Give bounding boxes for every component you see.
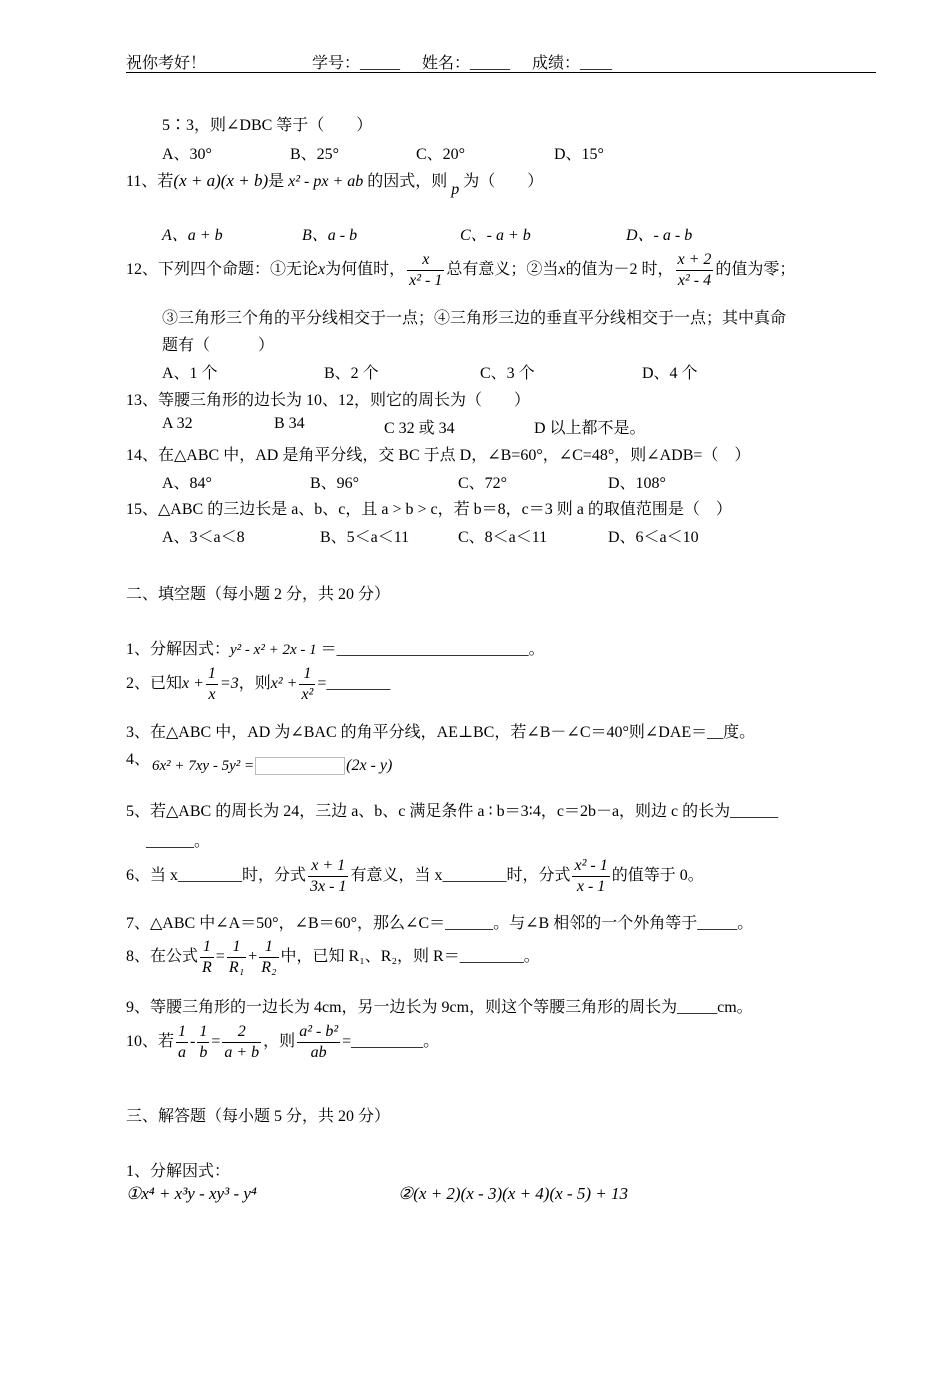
q11-poly: x² - px + ab: [288, 173, 364, 190]
fill-q8-frac-2: [227, 937, 246, 978]
fill-q6-frac1-den: 3x - 1: [310, 878, 347, 895]
fill-q10-frac-1: [176, 1022, 188, 1063]
fill-q10: [126, 1022, 439, 1063]
fill-q8-frac1-num: 1: [200, 937, 214, 958]
fill-q2-frac-1: [206, 664, 218, 705]
fill-q8-frac3-num: 1: [259, 937, 278, 958]
fill-q4-expr-line: [152, 757, 392, 775]
q13-option-a: A 32: [162, 415, 193, 432]
solve-q1-part2: ②(x + 2)(x - 3)(x + 4)(x - 5) + 13: [398, 1184, 628, 1203]
q12-text-e: 的值为零；: [715, 261, 796, 279]
fill-q6-frac-1: [308, 856, 348, 897]
q12-option-d: D、4 个: [642, 365, 698, 382]
q11-expr: (x + a)(x + b): [173, 171, 269, 190]
q12-text-d: 的值为－2 时，: [565, 261, 674, 279]
q12-fraction-2: [676, 250, 714, 291]
q15-option-c: C、8＜a＜11: [458, 529, 548, 546]
fill-q6-frac2-num: x² - 1: [572, 856, 609, 877]
fill-q1-suffix: ＝________________________。: [320, 641, 545, 658]
fill-q2-frac2-den: x²: [301, 686, 314, 703]
fill-q8-eq: =: [215, 948, 225, 966]
solve-q1-part1: ①x⁴ + x³y - xy³ - y⁴: [126, 1184, 257, 1203]
fill-q6: [126, 856, 704, 897]
fill-q10-frac-4: [297, 1022, 340, 1063]
fill-q4: [126, 746, 150, 769]
fill-q5-line2: ______。: [146, 833, 211, 850]
q11-var: p: [451, 181, 460, 198]
q11-option-a: A、a + b: [162, 227, 223, 244]
q10-option-d: D、15°: [554, 146, 604, 163]
score-label: 成绩：____: [532, 55, 613, 72]
fill-q2-frac1-num: 1: [206, 664, 218, 685]
fill-q4-label: 4、: [126, 751, 151, 768]
fill-q10-frac3-den: a + b: [224, 1044, 260, 1061]
q10-option-c: C、20°: [416, 146, 466, 163]
q11-option-b: B、a - b: [302, 227, 358, 244]
fill-q10-eq: =: [211, 1033, 221, 1051]
fill-q7: 7、△ABC 中∠A＝50°，∠B＝60°，那么∠C＝______。与∠B 相邻的一个外角等于_____。: [126, 915, 754, 932]
q12-option-a: A、1 个: [162, 365, 218, 382]
page-header: [126, 46, 876, 73]
fill-q10-frac3-num: 2: [222, 1022, 261, 1043]
q14-option-b: B、96°: [310, 475, 360, 492]
fill-q1-prefix: 1、分解因式：: [126, 641, 231, 658]
fill-q3: 3、在△ABC 中，AD 为∠BAC 的角平分线，AE⊥BC，若∠B－∠C＝40°则∠DAE＝__度。: [126, 724, 756, 741]
fill-q10-text-b: ，则: [263, 1033, 296, 1051]
q15-option-b: B、5＜a＜11: [320, 529, 410, 546]
q11-mid: 是: [268, 173, 285, 190]
q11-tail: 为（ ）: [463, 173, 544, 190]
fill-q10-text-c: =_________。: [342, 1033, 440, 1051]
fill-q4-tail: (2x - y): [346, 757, 393, 774]
q12-text-b: 为何值时，: [325, 261, 406, 279]
fill-q2-frac-2: [299, 664, 315, 705]
fill-q6-frac1-num: x + 1: [308, 856, 348, 877]
fill-q2-expr-a: x +: [182, 675, 204, 693]
fill-q10-frac4-den: ab: [310, 1044, 327, 1061]
fill-q8-text-a: 8、在公式: [126, 948, 199, 966]
fill-q4-answer-box[interactable]: [255, 757, 345, 775]
section-3-title: 三、解答题（每小题 5 分，共 20 分）: [126, 1108, 391, 1125]
q12-var-x2: x: [558, 261, 566, 279]
q11-option-c: C、- a + b: [460, 227, 531, 244]
q14-option-c: C、72°: [458, 475, 508, 492]
fill-q2-expr-c: x² +: [270, 675, 298, 693]
q12-text-a: 12、下列四个命题：①无论: [126, 261, 319, 279]
fill-q8-frac2-num: 1: [227, 937, 246, 958]
q12-text-c: 总有意义；②当: [446, 261, 559, 279]
fill-q10-frac2-num: 1: [197, 1022, 209, 1043]
q12-option-c: C、3 个: [480, 365, 535, 382]
fill-q10-frac4-num: a² - b²: [297, 1022, 340, 1043]
fill-q6-text-c: 的值等于 0。: [611, 867, 704, 885]
fill-q2-prefix: 2、已知: [126, 675, 183, 693]
question-11: [126, 168, 544, 198]
header-greeting: 祝你考好！: [126, 55, 207, 72]
fill-q5-line1: 5、若△ABC 的周长为 24，三边 a、b、c 满足条件 a ∶ b＝3∶4，c＝2b－a，则边 c 的长为______: [126, 803, 779, 820]
fill-q10-frac-2: [197, 1022, 209, 1063]
fill-q1: [126, 636, 545, 659]
fill-q10-frac1-num: 1: [176, 1022, 188, 1043]
fill-q10-frac-3: [222, 1022, 261, 1063]
q12-option-b: B、2 个: [324, 365, 379, 382]
fill-q8-frac2-den: R₁: [228, 959, 245, 976]
fill-q10-text-a: 10、若: [126, 1033, 175, 1051]
question-15: 15、△ABC 的三边长是 a、b、c，且 a > b > c，若 b＝8，c＝3 则 a 的取值范围是（ ）: [126, 501, 732, 518]
q14-option-a: A、84°: [162, 475, 212, 492]
question-13: 13、等腰三角形的边长为 10、12，则它的周长为（ ）: [126, 392, 531, 409]
fill-q6-frac-2: [572, 856, 609, 897]
fill-q2-frac1-den: x: [208, 686, 216, 703]
question-14: 14、在△ABC 中，AD 是角平分线，交 BC 于点 D，∠B=60°，∠C=48°，则∠ADB=（ ）: [126, 447, 751, 464]
q12-frac2-num: x + 2: [676, 250, 714, 271]
q11-suffix: 的因式，则: [367, 173, 448, 190]
q12-frac2-den: x² - 4: [677, 272, 712, 289]
fill-q10-minus: -: [190, 1033, 196, 1051]
fill-q2: [126, 664, 390, 705]
q13-option-d: D 以上都不是。: [534, 420, 646, 437]
fill-q8-frac3-den: R₂: [261, 959, 277, 976]
question-12-line2: ③三角形三个角的平分线相交于一点；④三角形三边的垂直平分线相交于一点；其中真命: [162, 310, 787, 327]
fill-q2-mid: ，则: [238, 675, 271, 693]
question-12-line3: 题有（ ）: [162, 337, 275, 354]
fill-q10-frac1-den: a: [178, 1044, 187, 1061]
q12-frac1-num: x: [407, 250, 444, 271]
q13-option-c: C 32 或 34: [384, 420, 455, 437]
q12-var-x: x: [318, 261, 326, 279]
section-2-title: 二、填空题（每小题 2 分，共 20 分）: [126, 586, 391, 603]
q10-option-a: A、30°: [162, 146, 212, 163]
q12-frac1-den: x² - 1: [409, 272, 443, 289]
solve-q1: 1、分解因式：: [126, 1163, 231, 1180]
name-label: 姓名：_____: [422, 55, 511, 72]
fill-q8-frac1-den: R: [202, 959, 212, 976]
q13-option-b: B 34: [274, 415, 305, 432]
fill-q10-frac2-den: b: [199, 1044, 208, 1061]
fill-q6-frac2-den: x - 1: [576, 878, 606, 895]
fill-q1-expr: y² - x² + 2x - 1: [230, 642, 317, 658]
q14-option-d: D、108°: [608, 475, 666, 492]
fill-q2-frac2-num: 1: [299, 664, 315, 685]
fill-q4-expr: 6x² + 7xy - 5y² =: [152, 758, 255, 774]
fill-q8-frac-1: [200, 937, 214, 978]
q10-option-b: B、25°: [290, 146, 340, 163]
q11-option-d: D、- a - b: [626, 227, 693, 244]
question-12-line1: [126, 250, 795, 291]
q12-fraction-1: [407, 250, 444, 291]
q15-option-a: A、3＜a＜8: [162, 529, 245, 546]
fill-q6-text-a: 6、当 x________时，分式: [126, 867, 307, 885]
fill-q2-expr-b: =3: [219, 675, 239, 693]
fill-q8-frac-3: [259, 937, 278, 978]
fill-q8-plus: +: [248, 948, 258, 966]
fill-q8-text-b: 中，已知 R₁、R₂，则 R＝________。: [280, 948, 540, 966]
q10-continuation: 5∶3，则∠DBC 等于（ ）: [162, 117, 373, 134]
student-id-label: 学号：_____: [312, 55, 401, 72]
fill-q9: 9、等腰三角形的一边长为 4cm，另一边长为 9cm，则这个等腰三角形的周长为_____cm。: [126, 999, 753, 1016]
q15-option-d: D、6＜a＜10: [608, 529, 699, 546]
fill-q2-suffix: =________: [317, 675, 391, 693]
q11-prefix: 11、若: [126, 173, 174, 190]
fill-q8: [126, 937, 540, 978]
fill-q6-text-b: 有意义，当 x________时，分式: [350, 867, 571, 885]
